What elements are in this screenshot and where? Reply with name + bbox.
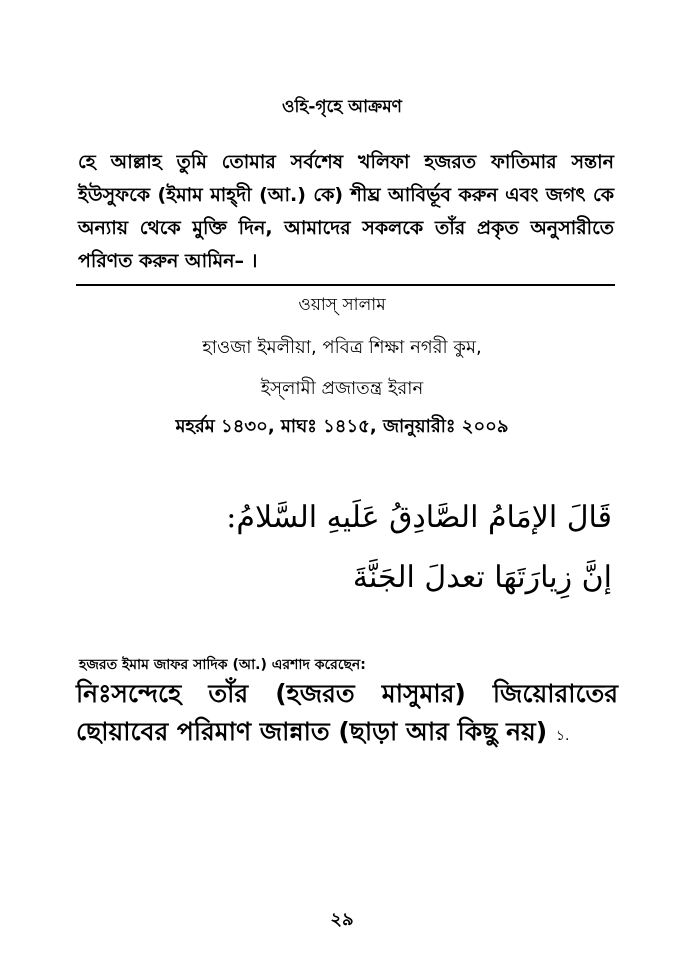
page-header-title: ওহি-গৃহে আক্রমণ <box>282 97 402 117</box>
page-number: ২৯ <box>330 909 354 930</box>
signoff-wassalam: ওয়াস্ সালাম <box>298 295 386 315</box>
signoff-date: মহর্রম ১৪৩০, মাঘঃ ১৪১৫, জানুয়ারীঃ ২০০৯ <box>175 416 509 437</box>
hadith-attribution: হজরত ইমাম জাফর সাদিক (আ.) এরশাদ করেছেন: <box>79 657 366 673</box>
prayer-paragraph: হে আল্লাহ তুমি তোমার সর্বশেষ খলিফা হজরত ফাতিমার সন্তান ইউসুফকে (ইমাম মাহ্দী (আ.) কে) শীঘ্র আবির্ভূব করুন এবং জগৎ কে অন্যায় থেকে মুক্তি দিন, আমাদের সকলকে তাঁর প্রকৃত অনুসারীতে পরিণত করুন আমিন– । <box>78 151 614 272</box>
hadith-translation <box>76 675 618 755</box>
horizontal-divider <box>76 284 615 286</box>
signoff-country: ইস্‌লামী প্রজাতন্ত্র ইরান <box>260 378 424 399</box>
hadith-translation-text: নিঃসন্দেহে তাঁর (হজরত মাসুমার) জিয়োরাতের ছোয়াবের পরিমাণ জান্নাত (ছাড়া আর কিছু নয়) <box>76 679 618 746</box>
hadith-arabic-text: إنَّ زِيارَتَهَا تعدلَ الجَنَّةَ <box>352 560 612 595</box>
signoff-institution: হাওজা ইমলীয়া, পবিত্র শিক্ষা নগরী কুম, <box>202 337 482 358</box>
hadith-arabic-intro: قَالَ الإمَامُ الصَّادِقُ عَلَيهِ السَّلامُ: <box>226 500 612 535</box>
footnote-marker: ১. <box>555 728 570 744</box>
